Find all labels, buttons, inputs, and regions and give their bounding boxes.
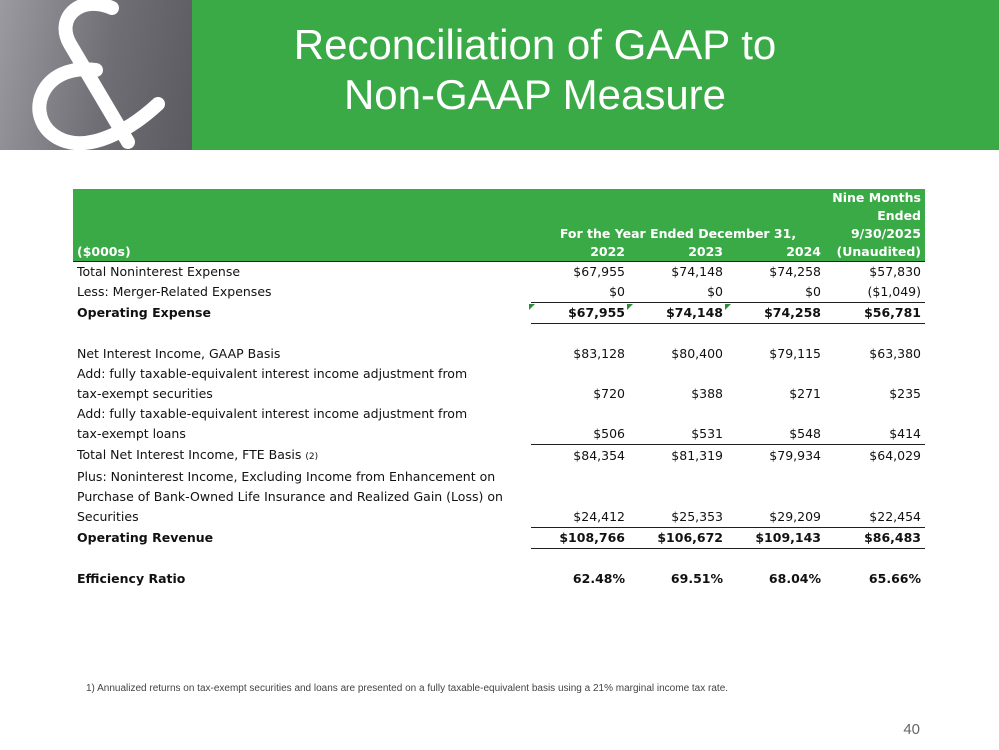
cell-2023: $74,148: [671, 264, 723, 279]
cell-2022: $720: [593, 386, 625, 401]
row-label: tax-exempt securities: [77, 386, 213, 401]
cell-ytd: $56,781: [825, 303, 925, 324]
row-label: Operating Expense: [77, 305, 211, 320]
cell-2023: 69.51%: [670, 570, 723, 586]
header-2024: 2024: [727, 243, 825, 262]
cell-2023: $106,672: [629, 527, 727, 548]
page-number: 40: [903, 721, 920, 738]
cell-ytd: 65.66%: [868, 570, 921, 586]
row-label: Efficiency Ratio: [77, 570, 186, 586]
cell-2022: $24,412: [531, 507, 629, 528]
cell-2024: $74,258: [727, 303, 825, 324]
cell-2023: $25,353: [629, 507, 727, 528]
header-units: ($000s): [73, 243, 531, 262]
cell-2024: $548: [727, 424, 825, 445]
logo: [0, 0, 192, 150]
footnote: 1) Annualized returns on tax-exempt securities and loans are presented on a fully taxable-equivalent basis using a 21% marginal income tax rate.: [86, 683, 729, 694]
row-label: [73, 445, 531, 467]
cell-2023: $74,148: [629, 303, 727, 324]
row-label: Less: Merger-Related Expenses: [77, 284, 272, 300]
row-label: Add: fully taxable-equivalent interest income adjustment from: [77, 406, 468, 421]
header-nine-months: Nine Months: [825, 189, 925, 207]
cell-2022: $67,955: [531, 303, 629, 324]
row-label: Operating Revenue: [77, 529, 214, 545]
cell-2023: $0: [629, 282, 727, 303]
cell-2024: $109,143: [727, 527, 825, 548]
cell-2022: $67,955: [573, 264, 625, 279]
table-row: [73, 364, 925, 384]
footnote-reference: (2): [305, 451, 319, 462]
header-row: [73, 207, 925, 225]
cell-2024: 68.04%: [768, 570, 821, 586]
cell-ytd: $235: [889, 386, 921, 401]
table-row: [73, 445, 925, 467]
header-year-group: For the Year Ended December 31,: [531, 225, 825, 243]
cell-2023: $80,400: [671, 346, 723, 361]
cell-2022: $83,128: [573, 346, 625, 361]
cell-2022: 62.48%: [572, 570, 625, 586]
row-label: tax-exempt loans: [77, 426, 186, 442]
reconciliation-table: [73, 189, 925, 589]
cell-2024: $0: [727, 282, 825, 303]
header-2023: 2023: [629, 243, 727, 262]
table-row: [73, 262, 925, 283]
cell-2024: $79,934: [769, 447, 821, 463]
cell-2022: $108,766: [531, 527, 629, 548]
cell-2023: $81,319: [671, 447, 723, 463]
cell-2022: $0: [531, 282, 629, 303]
cell-ytd: ($1,049): [825, 282, 925, 303]
header-date: 9/30/2025: [825, 225, 925, 243]
cell-2024: $74,258: [769, 264, 821, 279]
slide-title: [250, 20, 820, 120]
header-row: [73, 225, 925, 243]
row-label: Add: fully taxable-equivalent interest income adjustment from: [77, 366, 468, 381]
table-row: [73, 384, 925, 404]
row-label-text: Total Net Interest Income, FTE Basis: [77, 446, 302, 462]
header-ended: Ended: [825, 207, 925, 225]
cell-ytd: $63,380: [869, 346, 921, 361]
cell-2024: $29,209: [727, 507, 825, 528]
slide-header: [0, 0, 999, 150]
cell-ytd: $414: [825, 424, 925, 445]
cell-2022: $506: [531, 424, 629, 445]
header-unaudited: (Unaudited): [825, 243, 925, 262]
cell-ytd: $22,454: [825, 507, 925, 528]
cell-2023: $531: [629, 424, 727, 445]
header-row: [73, 189, 925, 207]
cell-ytd: $86,483: [825, 527, 925, 548]
spacer-row: [73, 548, 925, 569]
table-row: [73, 404, 925, 424]
title-line-1: Reconciliation of GAAP to: [293, 21, 777, 68]
cell-2023: $388: [691, 386, 723, 401]
cell-2022: $84,354: [573, 447, 625, 463]
table-row: [73, 569, 925, 589]
header-row: [73, 243, 925, 262]
cell-ytd: $64,029: [869, 447, 921, 463]
table-row: [73, 467, 925, 487]
table-row: [73, 303, 925, 324]
header-2022: 2022: [531, 243, 629, 262]
cell-ytd: $57,830: [869, 264, 921, 279]
table-row: [73, 282, 925, 303]
cell-2024: $79,115: [769, 346, 821, 361]
table-row: [73, 527, 925, 548]
table-row: [73, 507, 925, 528]
row-label: Plus: Noninterest Income, Excluding Income from Enhancement on: [77, 468, 496, 484]
spacer-row: [73, 324, 925, 345]
table-row: [73, 344, 925, 364]
table-row: [73, 487, 925, 507]
row-label: Purchase of Bank-Owned Life Insurance and Realized Gain (Loss) on: [77, 488, 503, 504]
ampersand-icon: [0, 0, 192, 150]
row-label: Total Noninterest Expense: [77, 264, 241, 279]
row-label: Net Interest Income, GAAP Basis: [77, 346, 281, 361]
title-line-2: Non-GAAP Measure: [343, 71, 727, 118]
table-row: [73, 424, 925, 445]
row-label: Securities: [77, 508, 139, 524]
cell-2024: $271: [789, 386, 821, 401]
